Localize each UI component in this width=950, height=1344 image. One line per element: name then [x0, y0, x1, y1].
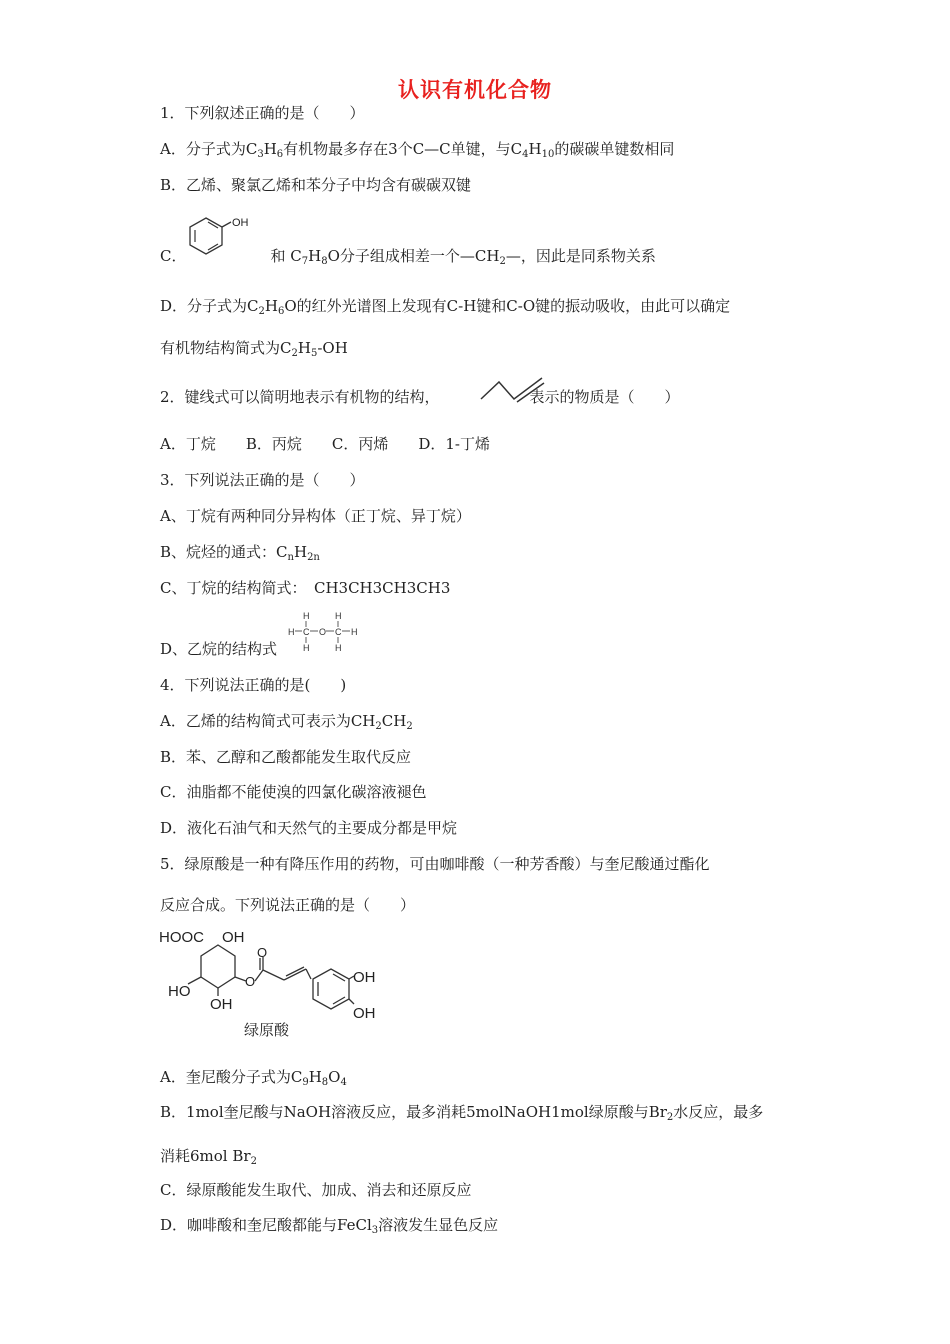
svg-text:C: C: [303, 627, 310, 637]
q1-option-c: C． 和 $C_7H_8O$分子组成相差一个$—CH_2—$，因此是同系物关系: [160, 247, 656, 267]
q4-option-c: C．油脂都不能使溴的四氯化碳溶液褪色: [160, 783, 427, 801]
ho-label: HO: [168, 983, 191, 1000]
q1-option-d: D．分子式为$C_2H_6O$的红外光谱图上发现有C-H键和C-O键的振动吸收，由此可以确定: [160, 297, 731, 317]
svg-text:O: O: [319, 627, 327, 637]
chlorogenic-acid-structure: [158, 925, 388, 1045]
q3-stem: 3．下列说法正确的是（ ）: [160, 471, 365, 489]
svg-text:H: H: [335, 611, 342, 621]
q2-options: A．丁烷 B．丙烷 C．丙烯 D．1-丁烯: [160, 435, 490, 453]
svg-text:H: H: [288, 627, 295, 637]
svg-text:H: H: [351, 627, 358, 637]
q4-stem: 4．下列说法正确的是( ): [160, 676, 347, 694]
q3-option-c: C、丁烷的结构简式： CH3CH3CH3CH3: [160, 579, 451, 597]
q2-stem: 2．键线式可以简明地表示有机物的结构， 表示的物质是（ ）: [160, 388, 680, 406]
q1-option-b: B．乙烯、聚氯乙烯和苯分子中均含有碳碳双键: [160, 176, 472, 194]
q1-option-a: A．分子式为$C_3H_6$有机物最多存在3个C—C单键，与$C_4H_{10}$的碳碳单键数相同: [160, 140, 675, 160]
oh-label: OH: [353, 1005, 376, 1022]
svg-text:H: H: [335, 643, 342, 653]
oh-label: OH: [210, 996, 233, 1013]
q3-option-b: B、烷烃的通式：$C_nH_{2n}$: [160, 543, 320, 563]
structural-formula: [286, 610, 366, 654]
svg-text:C: C: [335, 627, 342, 637]
q1-stem: 1．下列叙述正确的是（ ）: [160, 104, 365, 122]
q4-option-d: D．液化石油气和天然气的主要成分都是甲烷: [160, 819, 458, 837]
q5-option-b: B．1mol奎尼酸与NaOH溶液反应，最多消耗5molNaOH1mol绿原酸与$Br_2$水反应，最多: [160, 1103, 764, 1123]
svg-text:H: H: [303, 643, 310, 653]
q4-option-a: A．乙烯的结构简式可表示为$CH_2CH_2$: [160, 712, 413, 732]
carbonyl-o-label: O: [257, 945, 268, 960]
ester-o-label: O: [245, 974, 256, 989]
page-title: 认识有机化合物: [398, 78, 552, 102]
phenol-oh-label: OH: [232, 217, 249, 229]
q4-option-b: B．苯、乙醇和乙酸都能发生取代反应: [160, 748, 412, 766]
hooc-label: HOOC: [159, 929, 204, 946]
oh-label: OH: [222, 929, 245, 946]
q5-stem: 5．绿原酸是一种有降压作用的药物，可由咖啡酸（一种芳香酸）与奎尼酸通过酯化: [160, 855, 710, 873]
q3-option-a: A、丁烷有两种同分异构体（正丁烷、异丁烷）: [160, 507, 471, 525]
q5-option-b-cont: 消耗6mol $Br_2$: [160, 1147, 257, 1167]
molecule-name: 绿原酸: [244, 1022, 290, 1039]
q3-option-d: D、乙烷的结构式: [160, 640, 278, 658]
q5-option-a: A．奎尼酸分子式为$C_9H_8O_4$: [160, 1068, 347, 1088]
q5-stem-cont: 反应合成。下列说法正确的是（ ）: [160, 896, 416, 914]
q5-option-d: D．咖啡酸和奎尼酸都能与FeCl$_3$溶液发生显色反应: [160, 1216, 499, 1236]
q1-option-d-cont: 有机物结构简式为$C_2H_5-OH$: [160, 339, 348, 359]
svg-text:H: H: [303, 611, 310, 621]
q5-option-c: C．绿原酸能发生取代、加成、消去和还原反应: [160, 1181, 472, 1199]
oh-label: OH: [353, 969, 376, 986]
butene-skeletal-structure: [478, 374, 550, 404]
